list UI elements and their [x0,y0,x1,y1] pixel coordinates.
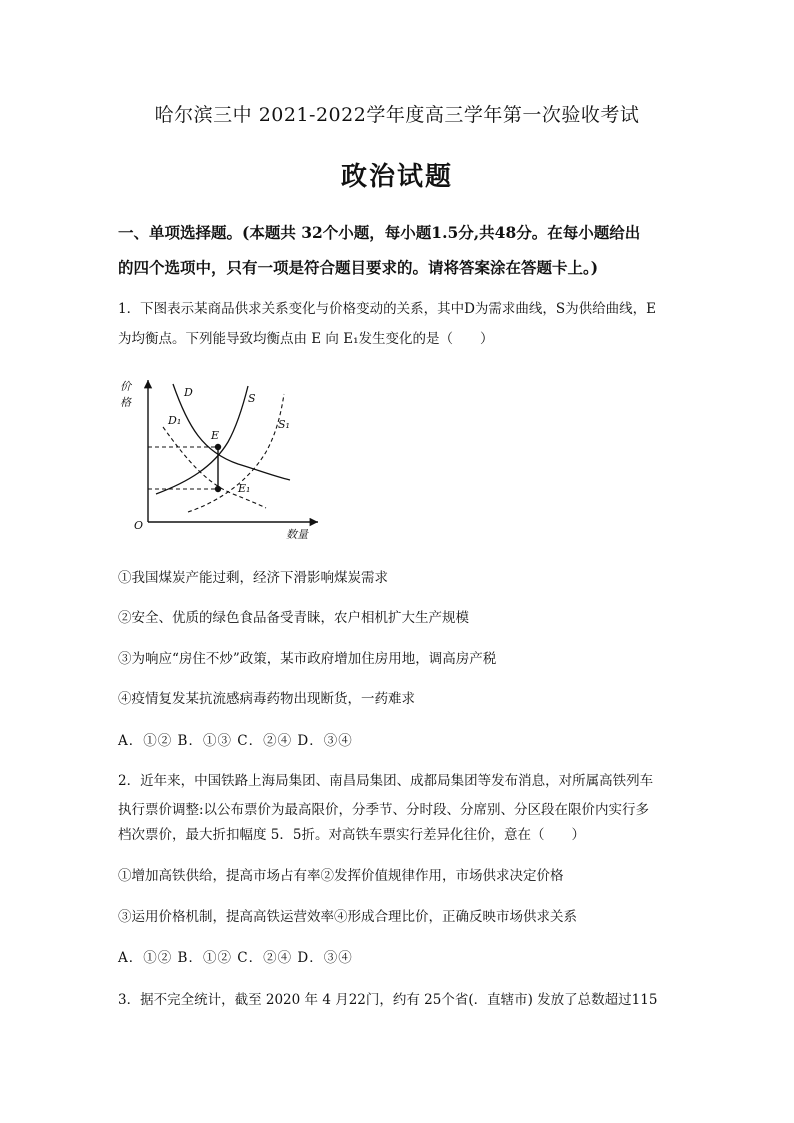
question-2-stem-line2: 执行票价调整:以公布票价为最高限价，分季节、分时段、分席别、分区段在限价内实行多 [118,802,650,818]
supply-demand-figure [118,372,328,542]
point-e1-label: E₁ [238,482,251,495]
question-2-stem-line3: 档次票价，最大折扣幅度 5．5折。对高铁车票实行差异化往价，意在（ ） [118,827,585,843]
section-instructions-line1: 一、单项选择题。(本题共 32个小题，每小题1.5分,共48分。在每小题给出 [118,223,641,242]
question-1-stem-line1: 1．下图表示某商品供求关系变化与价格变动的关系，其中D为需求曲线，S为供给曲线，E [118,301,657,317]
curve-d1-label: D₁ [168,414,182,427]
question-1-option-4: ④疫情复发某抗流感病毒药物出现断货，一药难求 [118,691,415,707]
section-instructions-line2: 的四个选项中，只有一项是符合题目要求的。请将答案涂在答题卡上。) [118,258,599,277]
point-e-label: E [211,429,220,442]
equilibrium-point-e1 [215,486,221,492]
question-1-option-1: ①我国煤炭产能过剩，经济下滑影响煤炭需求 [118,570,388,586]
question-1-option-3: ③为响应“房住不炒”政策，某市政府增加住房用地，调高房产税 [118,651,497,667]
curve-s1-label: S₁ [278,418,290,431]
question-2-options-line2: ③运用价格机制，提高高铁运营效率④形成合理比价，正确反映市场供求关系 [118,909,577,925]
equilibrium-point-e [215,444,221,450]
y-axis-label-1: 价 [120,380,131,393]
question-1-option-2: ②安全、优质的绿色食品备受青睐，农户相机扩大生产规模 [118,610,469,626]
question-3-stem-line1: 3．据不完全统计，截至 2020 年 4 月22门，约有 25个省(．直辖市) 发放了总数超过115 [118,992,658,1008]
question-2-stem-line1: 2．近年来，中国铁路上海局集团、南昌局集团、成都局集团等发布消息，对所属高铁列车 [118,773,654,789]
question-2-options-line1: ①增加高铁供给，提高市场占有率②发挥价值规律作用，市场供求决定价格 [118,868,564,884]
question-2-answer-choices: A．①② B．①② C．②④ D．③④ [118,950,353,966]
origin-label: O [134,519,144,532]
subject-title: 政治试题 [340,162,453,192]
curve-d-label: D [184,386,193,399]
school-exam-title: 哈尔滨三中 2021-2022学年度高三学年第一次验收考试 [154,104,640,126]
curve-s-label: S [248,392,256,405]
question-1-answer-choices: A．①② B．①③ C．②④ D．③④ [118,733,353,749]
x-axis-label: 数量 [286,528,308,541]
y-axis-label-2: 格 [120,396,131,409]
supply-curve-s1 [188,394,284,512]
question-1-stem-line2: 为均衡点。下列能导致均衡点由 E 向 E₁发生变化的是（ ） [118,331,494,347]
